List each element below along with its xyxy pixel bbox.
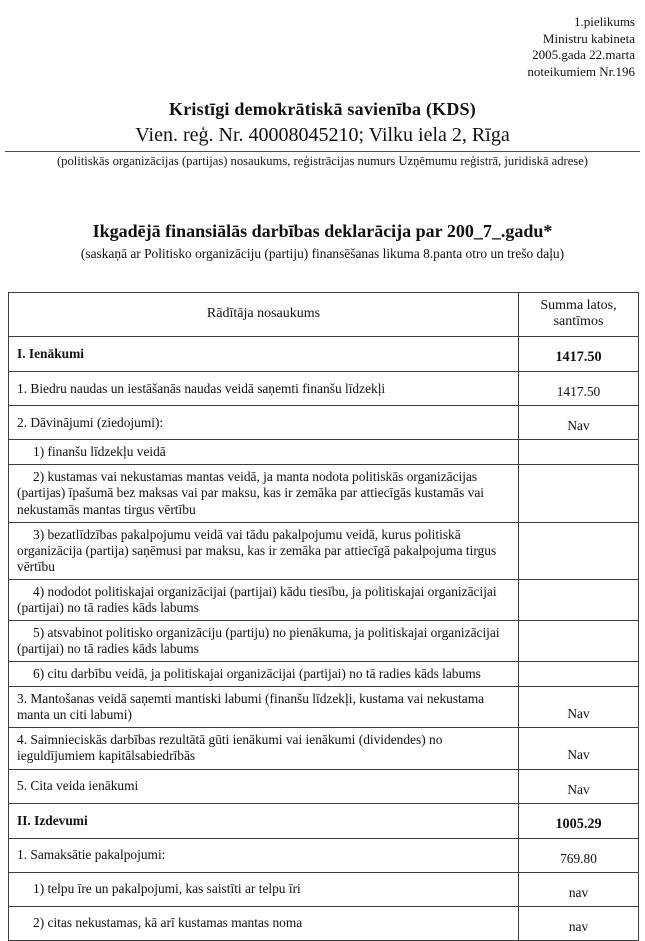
declaration-table-container <box>8 292 638 941</box>
table-row <box>9 728 639 769</box>
table-row <box>9 838 639 872</box>
amount-value <box>519 522 639 579</box>
column-header-indicator: Rādītāja nosaukums <box>9 292 519 337</box>
table-header-row <box>9 292 639 337</box>
table-row <box>9 872 639 906</box>
indicator-label: 3) bezatlīdzības pakalpojumu veidā vai tādu pakalpojumu veidā, kurus politiskā organizācija (partija) saņēmusi par maksu, kas ir zemāka par attiecīgā pakalpojuma tirgus vērtību <box>9 522 519 579</box>
regulation-reference-line: 2005.gada 22.marta <box>532 47 635 63</box>
indicator-label: 1) telpu īre un pakalpojumi, kas saistīti ar telpu īri <box>9 872 519 906</box>
declaration-subtitle: (saskaņā ar Politisko organizāciju (partiju) finansēšanas likuma 8.panta otro un trešo daļu) <box>80 245 565 261</box>
amount-value: Nav <box>519 406 639 440</box>
table-row <box>9 372 639 406</box>
organization-registration-line: Vien. reģ. Nr. 40008045210; Vilku iela 2, Rīga <box>135 123 510 146</box>
column-header-amount: Summa latos, santīmos <box>519 292 639 337</box>
indicator-label: 1. Biedru naudas un iestāšanās naudas veidā saņemti finanšu līdzekļi <box>9 372 519 406</box>
amount-value: 1417.50 <box>519 337 639 372</box>
indicator-label: 5. Cita veida ienākumi <box>9 769 519 803</box>
organization-caption: (politiskās organizācijas (partijas) nosaukums, reģistrācijas numurs Uzņēmumu reģistrā, juridiskā adrese) <box>56 153 588 168</box>
indicator-label: I. Ienākumi <box>9 337 519 372</box>
amount-value: Nav <box>519 769 639 803</box>
indicator-label: 4. Saimnieciskās darbības rezultātā gūti ienākumi vai ienākumi (dividendes) no ieguldījumiem kapitālsabiedrībās <box>9 728 519 769</box>
table-row <box>9 440 639 465</box>
indicator-label: 3. Mantošanas veidā saņemti mantiski labumi (finanšu līdzekļi, kustama vai nekustama manta un citi labumi) <box>9 687 519 728</box>
table-row <box>9 465 639 522</box>
amount-value <box>519 440 639 465</box>
regulation-reference-line: noteikumiem Nr.196 <box>527 63 635 79</box>
table-row <box>9 522 639 579</box>
table-row <box>9 687 639 728</box>
organization-name: Kristīgi demokrātiskā savienība (KDS) <box>169 98 476 119</box>
indicator-label: 2. Dāvinājumi (ziedojumi): <box>9 406 519 440</box>
indicator-label: II. Izdevumi <box>9 803 519 838</box>
regulation-reference-line: 1.pielikums <box>573 14 635 29</box>
table-row <box>9 803 639 838</box>
declaration-title: Ikgadējā finansiālās darbības deklarācija par 200_7_.gadu* <box>92 220 553 241</box>
regulation-reference-line: Ministru kabineta <box>542 30 635 46</box>
table-row <box>9 579 639 620</box>
table-row <box>9 906 639 940</box>
amount-value: 769.80 <box>519 838 639 872</box>
declaration-table <box>8 292 639 941</box>
declaration-heading <box>0 221 645 262</box>
table-row <box>9 337 639 372</box>
indicator-label: 6) citu darbību veidā, ja politiskajai organizācijai (partijai) no tā radies kāds labums <box>9 662 519 687</box>
amount-value: nav <box>519 872 639 906</box>
amount-value <box>519 662 639 687</box>
indicator-label: 2) kustamas vai nekustamas mantas veidā, ja manta nodota politiskās organizācijas (partijas) īpašumā bez maksas vai par maksu, kas ir zemāka par attiecīgās kustamās vai nekustamās mantas tirgus vērtību <box>9 465 519 522</box>
organization-header <box>0 99 645 169</box>
amount-value: nav <box>519 906 639 940</box>
indicator-label: 1. Samaksātie pakalpojumi: <box>9 838 519 872</box>
table-row <box>9 620 639 661</box>
regulation-reference-note <box>0 0 645 81</box>
indicator-label: 2) citas nekustamas, kā arī kustamas mantas noma <box>9 906 519 940</box>
indicator-label: 5) atsvabinot politisko organizāciju (partiju) no pienākuma, ja politiskajai organizācijai (partijai) no tā radies kāds labums <box>9 620 519 661</box>
amount-value: Nav <box>519 687 639 728</box>
amount-value <box>519 579 639 620</box>
table-row <box>9 406 639 440</box>
amount-value <box>519 620 639 661</box>
table-row <box>9 662 639 687</box>
table-row <box>9 769 639 803</box>
indicator-label: 4) nododot politiskajai organizācijai (partijai) kādu tiesību, ja politiskajai organizācijai (partijai) no tā radies kāds labums <box>9 579 519 620</box>
amount-value <box>519 465 639 522</box>
amount-value: 1005.29 <box>519 803 639 838</box>
organization-underline <box>5 151 640 152</box>
amount-value: 1417.50 <box>519 372 639 406</box>
indicator-label: 1) finanšu līdzekļu veidā <box>9 440 519 465</box>
amount-value: Nav <box>519 728 639 769</box>
